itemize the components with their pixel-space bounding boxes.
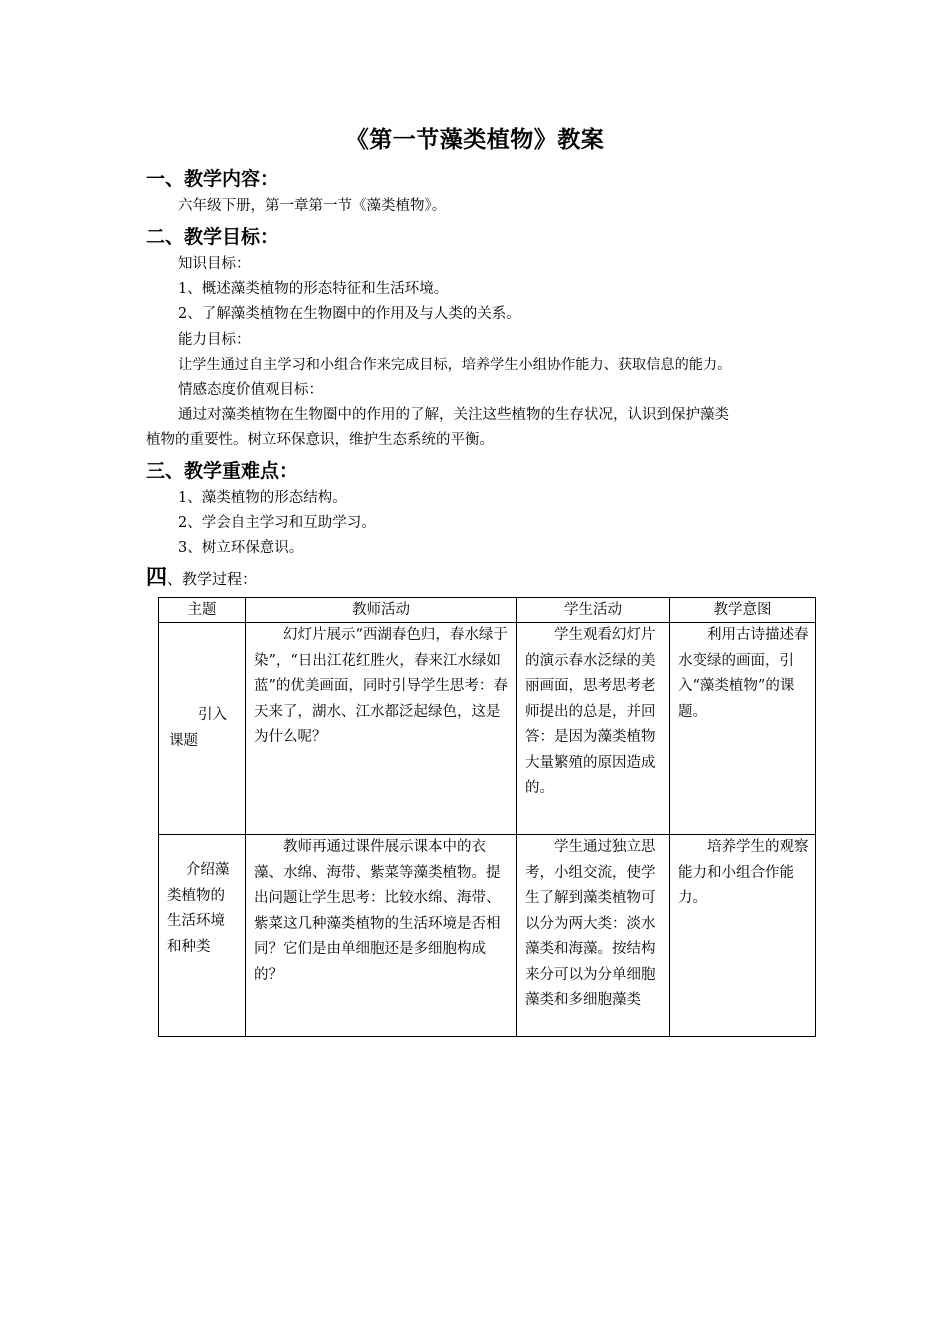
table-header-cell: 学生活动 <box>517 598 670 623</box>
section-1-text: 六年级下册，第一章第一节《藻类植物》。 <box>178 198 447 214</box>
teaching-process-table <box>158 597 816 1037</box>
intent-text: 培养学生的观察能力和小组合作能力。 <box>678 839 809 906</box>
emotion-goal-label: 情感态度价值观目标： <box>178 382 323 398</box>
table-header-cell: 教师活动 <box>246 598 517 623</box>
intent-cell <box>670 623 816 835</box>
ability-goal-label: 能力目标： <box>178 332 251 348</box>
topic-cell <box>159 623 246 835</box>
table-header-cell: 教学意图 <box>670 598 816 623</box>
emotion-goal-line: 植物的重要性。树立环保意识，维护生态系统的平衡。 <box>146 432 494 448</box>
intent-cell <box>670 835 816 1037</box>
section-2-heading: 二、教学目标： <box>146 226 280 248</box>
key-point-item: 2、学会自主学习和互助学习。 <box>178 515 376 531</box>
teacher-activity-cell <box>246 623 517 835</box>
student-activity-text: 学生通过独立思考，小组交流，使学生了解到藻类植物可以分为两大类：淡水藻类和海藻。按结构来分可以为分单细胞藻类和多细胞藻类 <box>525 839 656 1008</box>
knowledge-goal-item: 2、了解藻类植物在生物圈中的作用及与人类的关系。 <box>178 306 521 322</box>
key-point-item: 3、树立环保意识。 <box>178 540 304 556</box>
ability-goal-text: 让学生通过自主学习和小组合作来完成目标，培养学生小组协作能力、获取信息的能力。 <box>178 357 732 373</box>
teacher-activity-text: 教师再通过课件展示课本中的衣藻、水绵、海带、紫菜等藻类植物。提出问题让学生思考：比较水绵、海带、紫菜这几种藻类植物的生活环境是否相同？它们是由单细胞还是多细胞构成的？ <box>254 839 501 983</box>
student-activity-cell <box>517 835 670 1037</box>
knowledge-goal-label: 知识目标： <box>178 256 251 272</box>
key-point-item: 1、藻类植物的形态结构。 <box>178 490 347 506</box>
emotion-goal-line: 通过对藻类植物在生物圈中的作用的了解，关注这些植物的生存状况，认识到保护藻类 <box>178 407 729 423</box>
topic-text: 引入课题 <box>169 707 227 749</box>
topic-cell <box>159 835 246 1037</box>
student-activity-text: 学生观看幻灯片的演示春水泛绿的美丽画面，思考思考老师提出的总是，并回答：是因为藻类植物大量繁殖的原因造成的。 <box>525 627 656 796</box>
table-header-cell: 主题 <box>159 598 246 623</box>
table-row <box>159 835 816 1037</box>
intent-text: 利用古诗描述春水变绿的画面，引入“藻类植物”的课题。 <box>678 627 809 720</box>
knowledge-goal-item: 1、概述藻类植物的形态特征和生活环境。 <box>178 281 449 297</box>
document-title: 《第一节藻类植物》教案 <box>345 127 605 153</box>
topic-text: 介绍藻类植物的生活环境和种类 <box>167 862 230 955</box>
teacher-activity-cell <box>246 835 517 1037</box>
student-activity-cell <box>517 623 670 835</box>
table-row <box>159 623 816 835</box>
section-3-heading: 三、教学重难点： <box>146 460 299 482</box>
section-4-number: 四 <box>146 565 167 589</box>
teacher-activity-text: 幻灯片展示“西湖春色归，春水绿于染”，“日出江花红胜火，春来江水绿如蓝”的优美画面，同时引导学生思考：春天来了，湖水、江水都泛起绿色，这是为什么呢？ <box>254 627 508 745</box>
section-4-label: 、教学过程： <box>167 570 258 588</box>
section-1-heading: 一、教学内容： <box>146 168 280 190</box>
section-4-heading <box>146 561 257 591</box>
table-header-row <box>159 598 816 623</box>
